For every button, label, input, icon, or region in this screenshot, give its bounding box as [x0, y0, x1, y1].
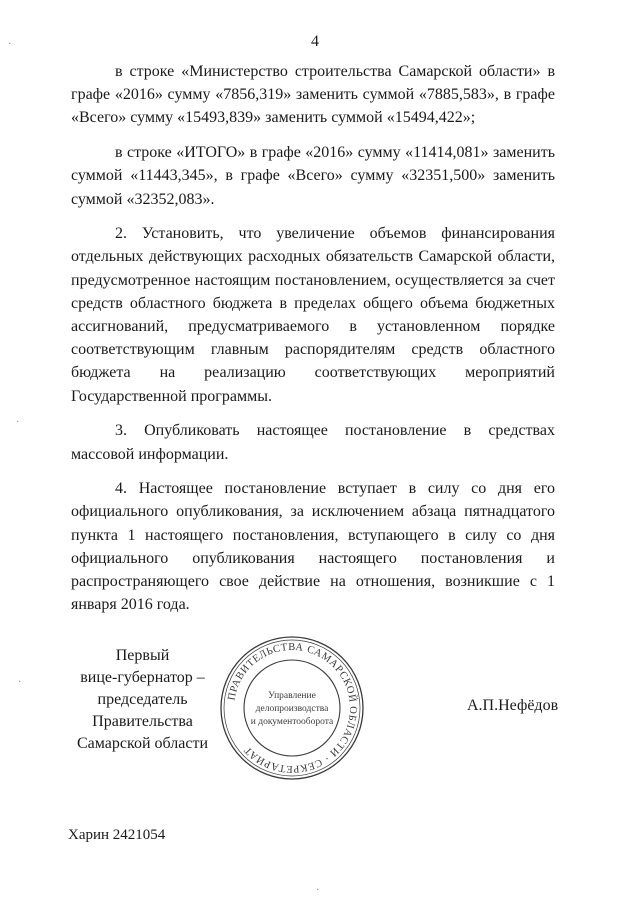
paragraph-item-2: 2. Установить, что увеличение объемов финансирования отдельных действующих расходных обязательств Самарской области, предусмотренное настоящим постановлением, осуществляется за счет средств областного бюджета в пределах общего объема бюджетных ассигнований, предусматриваемого в установленном порядке соответствующим главным распорядителям средств областного бюджета на реализацию соответствующих мероприятий Государственной программы. — [71, 225, 555, 405]
signer-name: А.П.Нефёдов — [467, 697, 559, 714]
paragraph-total-line: в строке «ИТОГО» в графе «2016» сумму «11414,081» заменить суммой «11443,345», в графе «Всего» сумму «32351,500» заменить суммой «32352,083». — [71, 144, 555, 208]
official-stamp — [218, 634, 366, 782]
document-body — [71, 60, 555, 628]
stamp-ring-text: ПРАВИТЕЛЬСТВА САМАРСКОЙ ОБЛАСТИ · СЕКРЕТАРИАТ — [226, 641, 359, 775]
stamp-center-line-3: и документооборота — [250, 717, 334, 727]
paragraph-ministry-line: в строке «Министерство строительства Самарской области» в графе «2016» сумму «7856,319» заменить суммой «7885,583», в графе «Всего» сумму «15493,839» заменить суммой «15494,422»; — [71, 63, 555, 127]
signature-position — [55, 645, 230, 755]
paragraph-item-3: 3. Опубликовать настоящее постановление в средствах массовой информации. — [71, 422, 555, 463]
margin-dot-mark: · — [18, 677, 22, 688]
executor-contact: Харин 2421054 — [68, 827, 166, 843]
margin-dot-mark: · — [8, 39, 12, 50]
position-line-3: председатель Правительства — [92, 691, 193, 730]
stamp-center-line-2: делопроизводства — [255, 704, 329, 714]
stamp-center-line-1: Управление — [268, 691, 316, 701]
margin-dot-mark: · — [16, 417, 20, 428]
position-line-2: вице-губернатор – — [80, 669, 205, 686]
page-number: 4 — [311, 33, 319, 50]
position-line-1: Первый — [115, 647, 170, 664]
margin-dot-mark: · — [316, 885, 320, 896]
paragraph-item-4: 4. Настоящее постановление вступает в силу со дня его официального опубликования, за исключением абзаца пятнадцатого пункта 1 настоящего постановления, вступающего в силу со дня официального опубликования настоящего постановления и распространяющего свое действие на отношения, возникшие с 1 января 2016 года. — [71, 480, 555, 614]
position-line-4: Самарской области — [77, 735, 208, 752]
